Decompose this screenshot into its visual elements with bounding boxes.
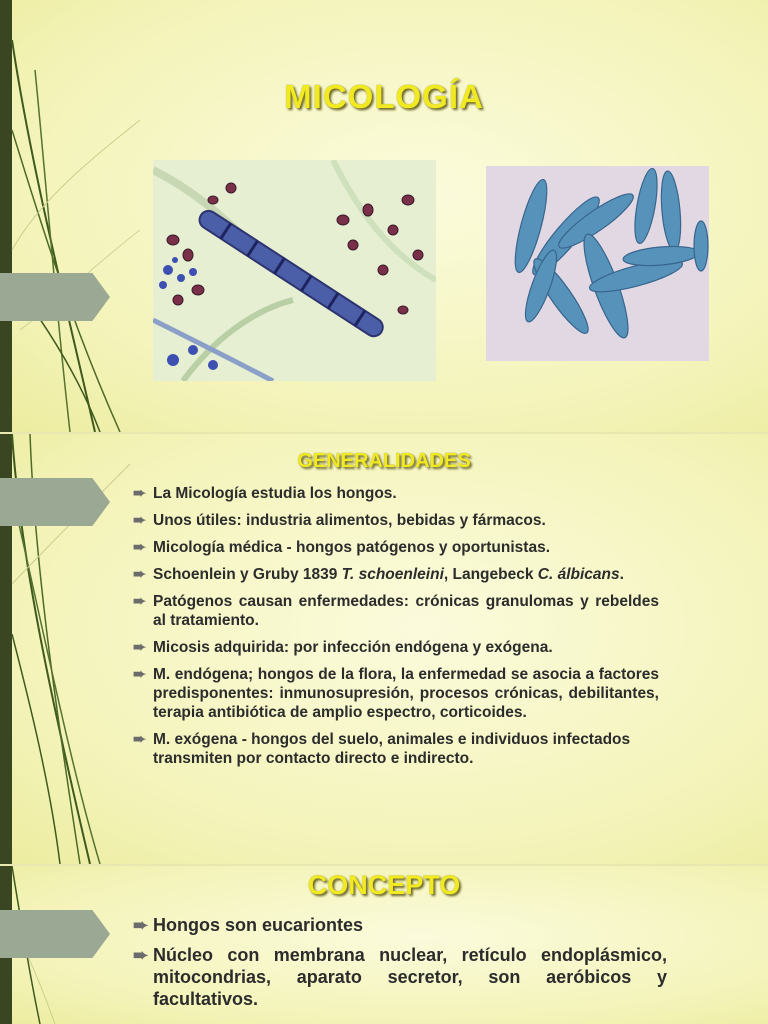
arrow-bullet-icon: ➨ [133,945,149,965]
list-item: ➨ La Micología estudia los hongos. [133,485,397,502]
list-item: ➨ Schoenlein y Gruby 1839 T. schoenleini, Langebeck C. álbicans. [133,566,624,583]
generalidades-list [133,484,659,776]
left-accent-bar [0,0,12,432]
arrow-bullet-icon: ➨ [133,915,149,935]
arrow-bullet-icon: ➨ [133,485,146,502]
arrow-bullet-icon: ➨ [133,731,146,748]
arrow-bullet-icon: ➨ [133,639,146,656]
page-title: MICOLOGÍA [284,78,484,115]
section-heading-concepto: CONCEPTO [307,870,461,900]
section-tab [0,910,110,958]
section-tab [0,478,110,526]
decorative-leaves [0,0,140,432]
list-item: ➨ Núcleo con membrana nuclear, retículo endoplásmico, mitocondrias, aparato secretor, son aeróbicos y facultativos. [133,945,667,1009]
microscopy-image-macroconidia [486,166,709,361]
slide-generalidades [0,434,768,864]
arrow-bullet-icon: ➨ [133,566,146,583]
list-item: ➨ Micología médica - hongos patógenos y oportunistas. [133,539,551,556]
slide-micologia [0,0,768,432]
microscopy-image-hypha [153,160,436,381]
list-item: ➨ Unos útiles: industria alimentos, bebidas y fármacos. [133,512,546,529]
list-item: ➨ Hongos son eucariontes [133,915,364,935]
section-heading-generalidades: GENERALIDADES [297,450,471,472]
list-item: ➨ M. exógena - hongos del suelo, animales e individuos infectados transmiten por contacto directo e indirecto. [133,731,631,767]
arrow-bullet-icon: ➨ [133,666,146,683]
list-item: ➨ Micosis adquirida: por infección endógena y exógena. [133,639,553,656]
slide-concepto [0,866,768,1024]
arrow-bullet-icon: ➨ [133,593,146,610]
list-item: ➨ Patógenos causan enfermedades: crónicas granulomas y rebeldes al tratamiento. [133,593,659,629]
arrow-bullet-icon: ➨ [133,539,146,556]
concepto-list [133,914,667,1018]
section-tab [0,273,110,321]
list-item: ➨ M. endógena; hongos de la flora, la enfermedad se asocia a factores predisponentes: inmunosupresión, procesos crónicas, debilitantes, terapia antibiótica de amplio espectro, corticoides. [133,666,659,721]
arrow-bullet-icon: ➨ [133,512,146,529]
